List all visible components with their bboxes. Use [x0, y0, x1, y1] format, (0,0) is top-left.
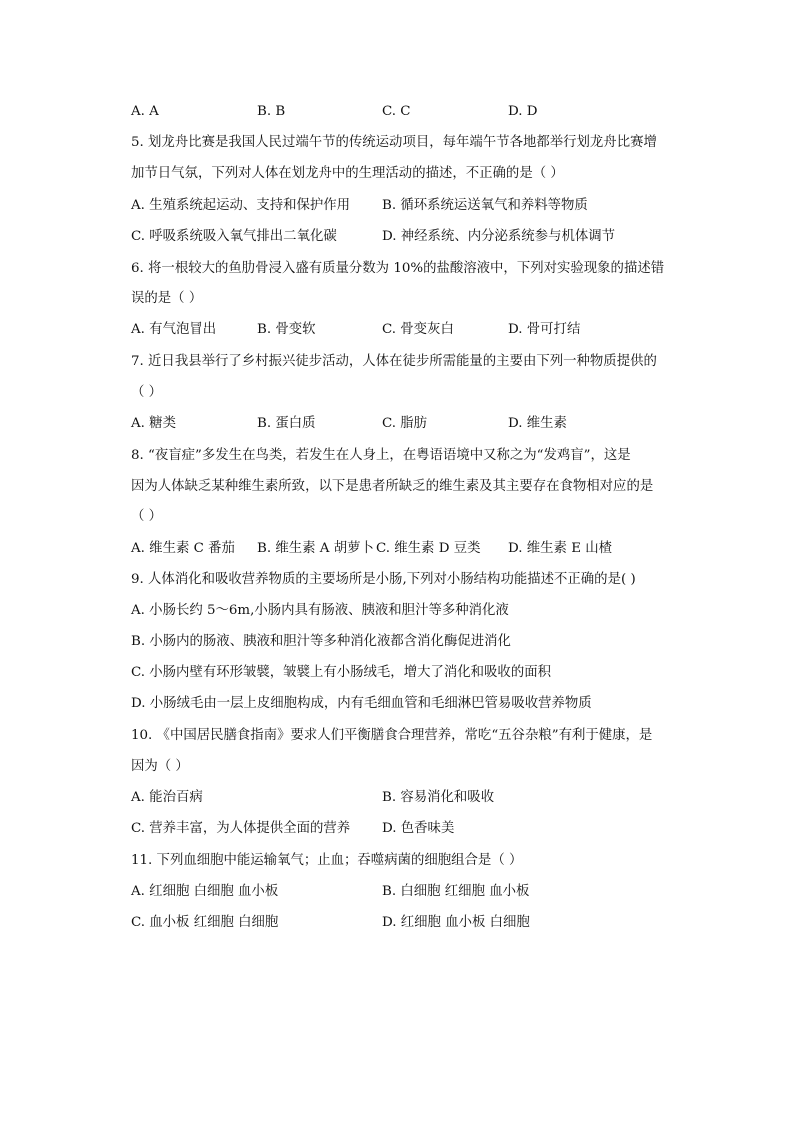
q4-option-a: A. A — [131, 104, 159, 119]
q11-option-c: C. 血小板 红细胞 白细胞 — [131, 915, 279, 930]
q8-stem-line3: （ ） — [131, 509, 163, 524]
q6-stem-line2: 误的是（ ） — [131, 291, 203, 306]
q5-option-c: C. 呼吸系统吸入氧气排出二氧化碳 — [131, 229, 337, 244]
q10-stem-line1: 10. 《中国居民膳食指南》要求人们平衡膳食合理营养，常吃“五谷杂粮”有利于健康，是 — [131, 728, 653, 743]
q11-stem-line1: 11. 下列血细胞中能运输氧气；止血；吞噬病菌的细胞组合是（ ） — [131, 853, 523, 868]
q8-option-a: A. 维生素 C 番茄 — [131, 541, 235, 556]
q6-option-d: D. 骨可打结 — [508, 322, 581, 337]
q5-option-a: A. 生殖系统起运动、支持和保护作用 — [131, 198, 351, 213]
q10-option-b: B. 容易消化和吸收 — [382, 790, 495, 805]
q9-stem-line1: 9. 人体消化和吸收营养物质的主要场所是小肠,下列对小肠结构功能描述不正确的是( ) — [131, 572, 636, 587]
q7-option-d: D. 维生素 — [508, 416, 567, 431]
q11-options-row1 — [131, 883, 671, 901]
q6-stem-line1: 6. 将一根较大的鱼肋骨浸入盛有质量分数为 10%的盐酸溶液中，下列对实验现象的描述错 — [131, 261, 665, 276]
q6-option-b: B. 骨变软 — [257, 322, 316, 337]
q7-option-c: C. 脂肪 — [382, 416, 428, 431]
q9-option-d: D. 小肠绒毛由一层上皮细胞构成，内有毛细血管和毛细淋巴管易吸收营养物质 — [131, 696, 592, 711]
q4-option-d: D. D — [508, 104, 538, 119]
q10-options-row2 — [131, 820, 671, 838]
q8-option-d: D. 维生素 E 山楂 — [508, 541, 613, 556]
q10-option-d: D. 色香味美 — [382, 821, 455, 836]
q5-options-row1 — [131, 197, 671, 215]
q11-option-a: A. 红细胞 白细胞 血小板 — [131, 884, 279, 899]
q11-options-row2 — [131, 914, 671, 932]
q10-options-row1 — [131, 789, 671, 807]
q7-options — [131, 415, 671, 433]
q9-option-c: C. 小肠内壁有环形皱襞，皱襞上有小肠绒毛，增大了消化和吸收的面积 — [131, 665, 551, 680]
q8-stem-line1: 8. “夜盲症”多发生在鸟类，若发生在人身上，在粤语语境中又称之为“发鸡盲”，这是 — [131, 448, 631, 463]
q6-option-c: C. 骨变灰白 — [382, 322, 454, 337]
q4-option-c: C. C — [382, 104, 411, 119]
q7-stem-line1: 7. 近日我县举行了乡村振兴徒步活动，人体在徒步所需能量的主要由下列一种物质提供的 — [131, 354, 657, 369]
q10-stem-line2: 因为（ ） — [131, 759, 189, 774]
q8-options — [131, 540, 671, 558]
q5-options-row2 — [131, 228, 671, 246]
q4-option-b: B. B — [257, 104, 286, 119]
q5-stem-line2: 加节日气氛，下列对人体在划龙舟中的生理活动的描述，不正确的是（ ） — [131, 166, 564, 181]
q10-option-a: A. 能治百病 — [131, 790, 203, 805]
q8-option-b: B. 维生素 A 胡萝卜 — [257, 541, 374, 556]
q11-option-b: B. 白细胞 红细胞 血小板 — [382, 884, 530, 899]
q9-option-b: B. 小肠内的肠液、胰液和胆汁等多种消化液都含消化酶促进消化 — [131, 634, 511, 649]
q5-option-b: B. 循环系统运送氧气和养料等物质 — [382, 198, 588, 213]
q10-option-c: C. 营养丰富，为人体提供全面的营养 — [131, 821, 351, 836]
q11-option-d: D. 红细胞 血小板 白细胞 — [382, 915, 530, 930]
q8-stem-line2: 因为人体缺乏某种维生素所致，以下是患者所缺乏的维生素及其主要存在食物相对应的是 — [131, 479, 654, 494]
q7-stem-line2: （ ） — [131, 385, 163, 400]
q7-option-a: A. 糖类 — [131, 416, 176, 431]
q5-stem-line1: 5. 划龙舟比赛是我国人民过端午节的传统运动项目，每年端午节各地都举行划龙舟比赛增 — [131, 135, 657, 150]
q5-option-d: D. 神经系统、内分泌系统参与机体调节 — [382, 229, 616, 244]
q9-option-a: A. 小肠长约 5～6m,小肠内具有肠液、胰液和胆汁等多种消化液 — [131, 603, 509, 618]
q6-options — [131, 321, 671, 339]
q8-option-c: C. 维生素 D 豆类 — [376, 541, 481, 556]
q4-options — [131, 103, 671, 121]
q6-option-a: A. 有气泡冒出 — [131, 322, 217, 337]
q7-option-b: B. 蛋白质 — [257, 416, 316, 431]
